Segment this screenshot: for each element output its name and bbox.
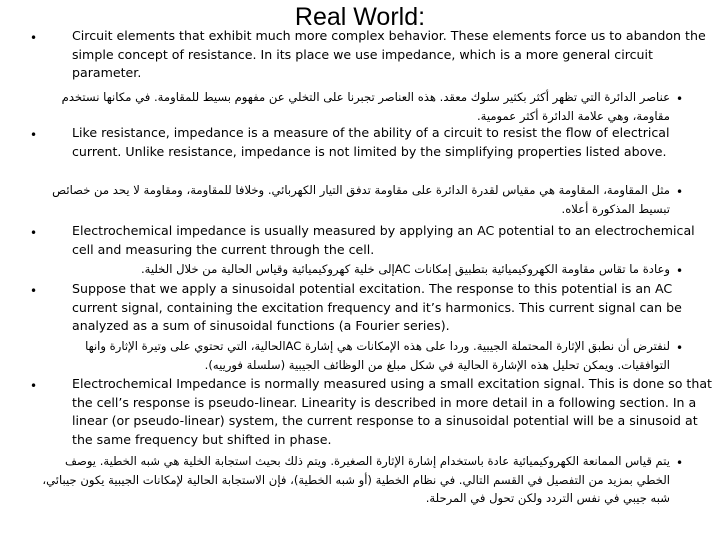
bullet-text-english: Electrochemical impedance is usually measured by applying an AC potential to an electrochemical cell and measuring the current through the cell.	[72, 223, 695, 257]
bullet: •	[676, 341, 684, 355]
bullet: •	[676, 264, 684, 278]
bullet: •	[30, 284, 38, 298]
bullet-text-english: Suppose that we apply a sinusoidal potential excitation. The response to this potential is an AC current signal, containing the excitation frequency and it’s harmonics. This current signal can be analyzed as a sum of sinusoidal functions (a Fourier series).	[72, 281, 682, 334]
bullet-text-english: Like resistance, impedance is a measure of the ability of a circuit to resist the flow of electrical current. Unlike resistance, impedance is not limited by the simplifying properties listed above.	[72, 125, 670, 159]
slide-title: Real World:	[294, 3, 426, 31]
bullet: •	[30, 128, 38, 142]
bullet-text-arabic: عناصر الدائرة التي تظهر أكثر بكثير سلوك معقد. هذه العناصر تجبرنا على التخلي عن مفهوم بسيط للمقاومة. في مكانها نستخدم مقاومة، وهي علامة الدائرة أكثر عمومية.	[61, 90, 670, 123]
bullet-text-english: Circuit elements that exhibit much more complex behavior. These elements force us to abandon the simple concept of resistance. In its place we use impedance, which is a more general circuit parameter.	[72, 28, 706, 81]
bullet: •	[30, 226, 38, 240]
bullet: •	[30, 31, 38, 45]
bullet: •	[676, 456, 684, 470]
bullet-text-arabic: يتم قياس الممانعة الكهروكيميائية عادة باستخدام إشارة الإثارة الصغيرة. ويتم ذلك بحيث استجابة الخلية هي شبه الخطية. يوصف الخطي بمزيد من التفصيل في القسم التالي. في نظام الخطية (أو شبه الخطية)، فإن الاستجابة الحالية لإمكانات الجيبية يكون جيبائي، شبه جيبي في نفس التردد ولكن تحول في المرحلة.	[42, 454, 670, 506]
bullet-text-arabic: وعادة ما تقاس مقاومة الكهروكيميائية بتطبيق إمكانات ACإلى خلية كهروكيميائية وقياس الحالية من خلال الخلية.	[140, 262, 670, 276]
bullet: •	[30, 379, 38, 393]
bullet-text-english: Electrochemical Impedance is normally measured using a small excitation signal. This is done so that the cell’s response is pseudo-linear. Linearity is described in more detail in a following section. In a linear (or pseudo-linear) system, the current response to a sinusoidal potential will be a sinusoid at the same frequency but shifted in phase.	[72, 376, 712, 447]
bullet-text-arabic: مثل المقاومة، المقاومة هي مقياس لقدرة الدائرة على مقاومة تدفق التيار الكهربائي. وخلافا للمقاومة، ومقاومة لا يحد من خصائص تبسيط المذكورة أعلاه.	[52, 183, 670, 216]
bullet: •	[676, 92, 684, 106]
bullet-text-arabic: لنفترض أن نطبق الإثارة المحتملة الجيبية. وردا على هذه الإمكانات هي إشارة ACالحالية، التي تحتوي على وتيرة الإثارة وانها التوافقيات. ويمكن تحليل هذه الإشارة الحالية في شكل مبلغ من الوظائف الجيبية (سلسلة فورييه).	[85, 339, 670, 372]
bullet: •	[676, 185, 684, 199]
